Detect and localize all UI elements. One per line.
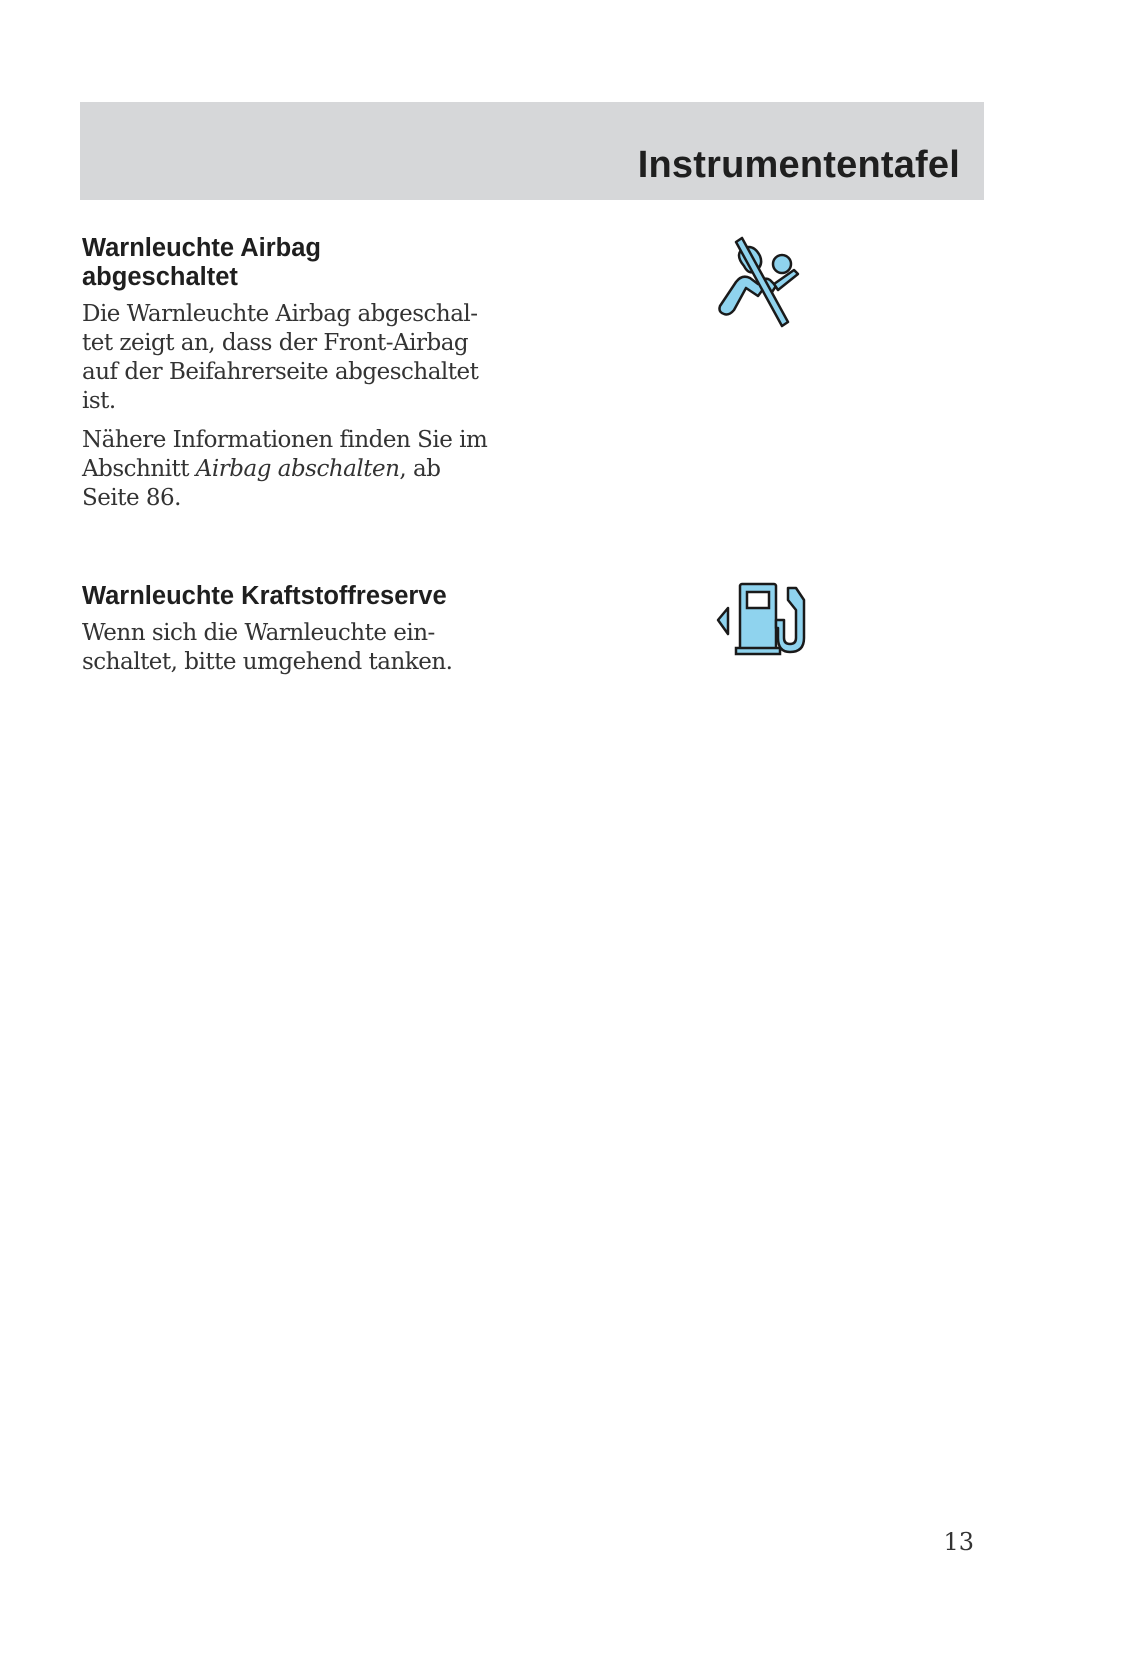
paragraph: Wenn sich die Warnleuchte ein- schaltet, bitte umgehend tanken. <box>82 620 453 675</box>
paragraph: Die Warnleuchte Airbag abgeschal- tet zeigt an, dass der Front-Airbag auf der Beifahrerseite abgeschaltet ist. <box>82 301 479 414</box>
section-heading: Warnleuchte Airbag abgeschaltet <box>82 234 321 291</box>
paragraph: Nähere Informationen finden Sie im Abschnitt Airbag abschalten, ab Seite 86. <box>82 427 488 511</box>
section-fuel-warning <box>82 582 522 687</box>
section-heading: Warnleuchte Kraftstoffreserve <box>82 582 447 610</box>
page-number: 13 <box>943 1528 974 1556</box>
header-bar <box>80 102 984 200</box>
section-airbag-warning <box>82 234 522 523</box>
cross-reference: Airbag abschalten <box>195 456 400 482</box>
airbag-off-icon <box>714 236 814 332</box>
page-title: Instrumententafel <box>637 144 960 186</box>
fuel-pump-icon <box>716 580 816 656</box>
